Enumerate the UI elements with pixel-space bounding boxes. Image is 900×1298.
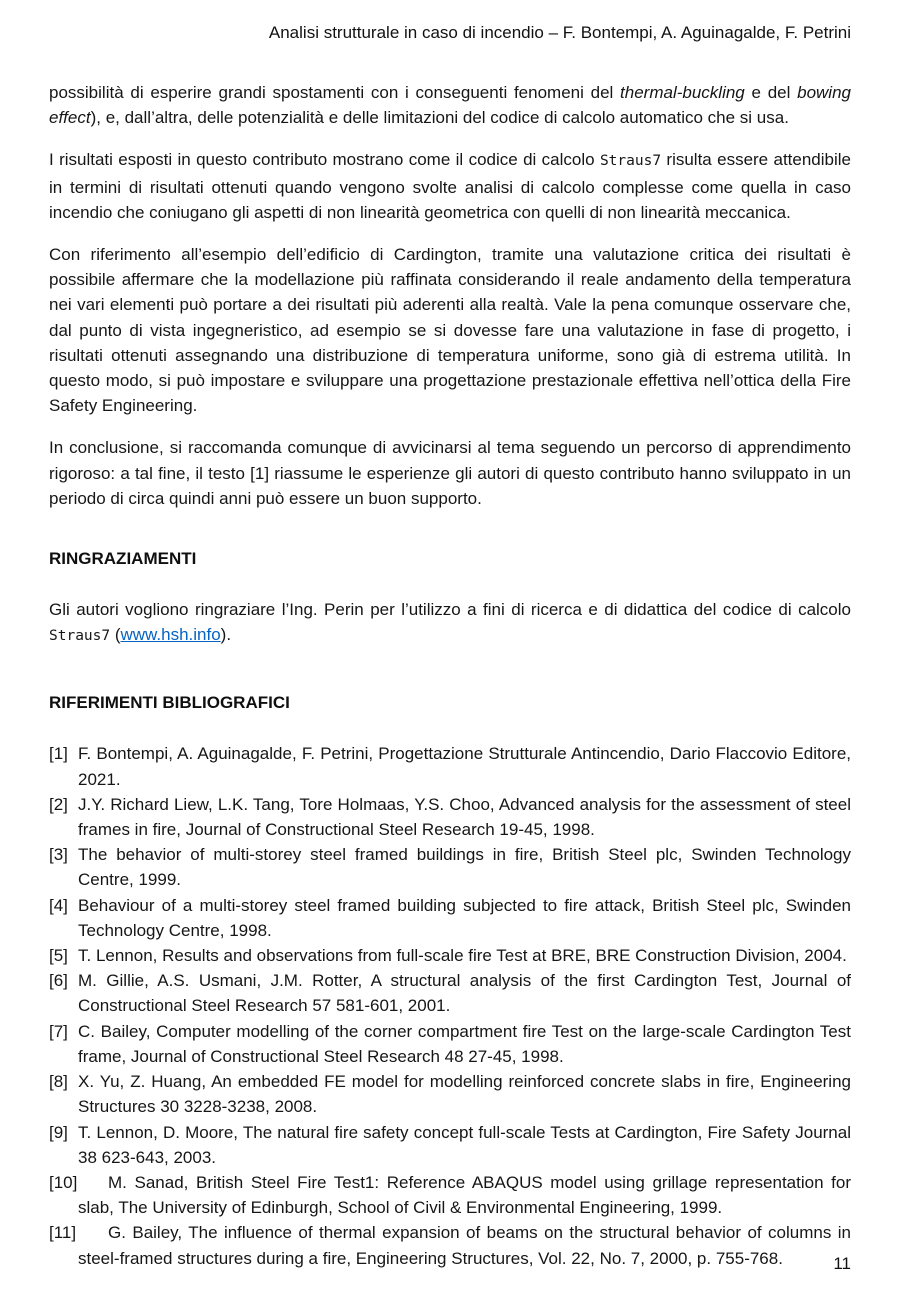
body-paragraph (49, 80, 851, 130)
reference-number: [1] (49, 744, 68, 764)
body-paragraph (49, 147, 851, 225)
reference-text: T. Lennon, Results and observations from full-scale fire Test at BRE, BRE Construction Division, 2004. (78, 946, 847, 966)
reference-number: [10] (49, 1172, 78, 1192)
reference-number: [9] (49, 1122, 68, 1142)
body-paragraph (49, 435, 851, 511)
references-heading: RIFERIMENTI BIBLIOGRAFICI (49, 693, 290, 713)
text-run: possibilità di esperire grandi spostamenti con i conseguenti fenomeni del (49, 83, 621, 102)
reference-number: [8] (49, 1072, 68, 1092)
reference-item (49, 893, 851, 943)
reference-text: J.Y. Richard Liew, L.K. Tang, Tore Holmaas, Y.S. Choo, Advanced analysis for the assessment of steel frames in fire, Journal of Constructional Steel Research 19-45, 1998. (78, 794, 851, 840)
reference-number: [3] (49, 845, 68, 865)
body-paragraph (49, 242, 851, 418)
reference-number: [4] (49, 895, 68, 915)
reference-text: Behaviour of a multi-storey steel framed building subjected to fire attack, British Steel plc, Swinden Technology Centre, 1998. (78, 895, 851, 940)
reference-text: The behavior of multi-storey steel framed buildings in fire, British Steel plc, Swinden Technology Centre, 1999. (78, 845, 851, 890)
reference-number: [11] (49, 1223, 77, 1243)
reference-item (49, 1069, 851, 1119)
text-run: e del (744, 83, 798, 102)
code-run: Straus7 (49, 628, 111, 645)
text-run: ). (220, 625, 232, 645)
reference-number: [2] (49, 794, 68, 814)
reference-text: G. Bailey, The influence of thermal expansion of beams on the structural behavior of columns in steel-framed structures during a fire, Engineering Structures, Vol. 22, No. 7, 2000, p. 755-768. (78, 1223, 851, 1268)
reference-text: C. Bailey, Computer modelling of the corner compartment fire Test on the large-scale Cardington Test frame, Journal of Constructional Steel Research 48 27-45, 1998. (78, 1021, 851, 1066)
running-header: Analisi strutturale in caso di incendio – F. Bontempi, A. Aguinagalde, F. Petrini (268, 23, 851, 42)
body-paragraphs (49, 80, 851, 511)
acknowledgements-paragraph (49, 597, 851, 649)
text-run: Gli autori vogliono ringraziare l’Ing. Perin per l’utilizzo a fini di ricerca e di didattica del codice di calcolo (49, 600, 851, 620)
reference-item (49, 1170, 851, 1220)
reference-number: [7] (49, 1021, 68, 1041)
reference-list (49, 741, 851, 1270)
reference-number: [5] (49, 946, 68, 966)
text-run: ), e, dall’altra, delle potenzialità e delle limitazioni del codice di calcolo automatico che si usa. (90, 108, 789, 128)
italic-run: bowing effect (49, 83, 851, 128)
reference-text: M. Sanad, British Steel Fire Test1: Reference ABAQUS model using grillage representation for slab, The University of Edinburgh, School of Civil & Environmental Engineering, 1999. (78, 1172, 851, 1218)
reference-item (49, 741, 851, 791)
reference-item (49, 842, 851, 892)
reference-item (49, 968, 851, 1018)
reference-item (49, 1120, 851, 1170)
reference-item (49, 1220, 851, 1270)
text-run: I risultati esposti in questo contributo mostrano come il codice di calcolo (49, 150, 600, 170)
hyperlink[interactable]: www.hsh.info (120, 625, 221, 645)
reference-number: [6] (49, 971, 68, 991)
reference-text: T. Lennon, D. Moore, The natural fire safety concept full-scale Tests at Cardington, Fire Safety Journal 38 623-643, 2003. (78, 1122, 851, 1167)
reference-text: M. Gillie, A.S. Usmani, J.M. Rotter, A structural analysis of the first Cardington Test, Journal of Constructional Steel Research 57 581-601, 2001. (78, 971, 851, 1016)
text-run: ( (110, 625, 121, 645)
text-run: Con riferimento all’esempio dell’edificio di Cardington, tramite una valutazione critica dei risultati è possibile affermare che la modellazione più raffinata considerando il reale andamento della temperatura nei vari elementi può portare a dei risultati più aderenti alla realtà. Vale la pena comunque osservare che, dal punto di vista ingegneristico, ad esempio se si dovesse fare una valutazione in fase di progetto, i risultati ottenuti assegnando una distribuzione di temperatura uniforme, sono già di estrema utilità. In questo modo, si può impostare e sviluppare una progettazione prestazionale effettiva nell’ottica della Fire Safety Engineering. (49, 245, 851, 416)
reference-text: X. Yu, Z. Huang, An embedded FE model for modelling reinforced concrete slabs in fire, Engineering Structures 30 3228-3238, 2008. (78, 1072, 851, 1117)
acknowledgements-heading: RINGRAZIAMENTI (49, 549, 197, 569)
text-run: risulta essere attendibile in termini di risultati ottenuti quando vengono svolte analisi di calcolo complesse come quella in caso incendio che coniugano gli aspetti di non linearità geometrica con quelli di non linearità meccanica. (49, 150, 851, 222)
reference-text: F. Bontempi, A. Aguinagalde, F. Petrini, Progettazione Strutturale Antincendio, Dario Flaccovio Editore, 2021. (78, 744, 851, 789)
reference-item (49, 943, 851, 968)
code-run: Straus7 (599, 153, 662, 170)
text-run: In conclusione, si raccomanda comunque di avvicinarsi al tema seguendo un percorso di apprendimento rigoroso: a tal fine, il testo [1] riassume le esperienze gli autori di questo contributo hanno sviluppato in un periodo di circa quindi anni può essere un buon supporto. (49, 438, 851, 508)
reference-item (49, 1019, 851, 1069)
italic-run: thermal-buckling (620, 83, 745, 102)
page-number: 11 (833, 1254, 851, 1273)
reference-item (49, 792, 851, 842)
